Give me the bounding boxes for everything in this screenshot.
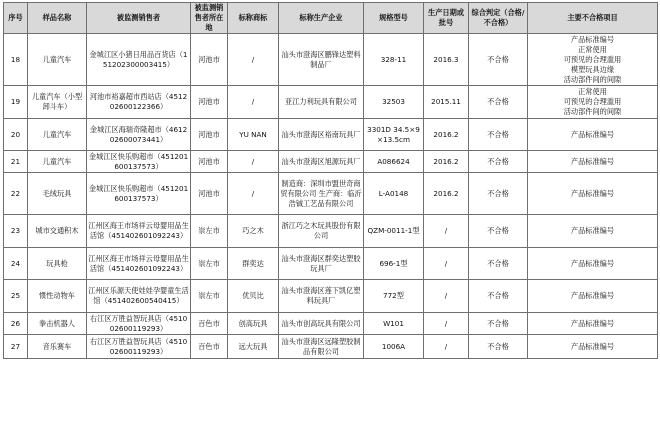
- cell-model: A086624: [364, 151, 424, 173]
- col-header-city: 被监测销售者所在地: [191, 3, 228, 34]
- cell-no: 26: [4, 313, 28, 335]
- cell-model: 772型: [364, 280, 424, 313]
- cell-failed-items: [528, 313, 658, 335]
- failed-item: 产品标准编号: [570, 318, 615, 328]
- cell-date: /: [424, 248, 469, 280]
- cell-date: /: [424, 335, 469, 359]
- cell-seller: 金城江区快乐购超市（451201600137573）: [87, 173, 191, 215]
- table-row: [4, 215, 658, 248]
- cell-verdict: 不合格: [469, 335, 528, 359]
- cell-model: 3301D 34.5×9×13.5cm: [364, 119, 424, 151]
- failed-item: 可预见的合理滥用: [563, 97, 622, 106]
- failed-item: 可预见的合理滥用: [563, 54, 622, 64]
- cell-no: 20: [4, 119, 28, 151]
- cell-verdict: 不合格: [469, 86, 528, 119]
- cell-failed-items: [528, 173, 658, 215]
- cell-seller: 江州区海王市场祥云母婴用品生活馆（451402601092243）: [87, 215, 191, 248]
- cell-seller: 江州区乐源天使娃娃孕婴童生活馆（451402600540415）: [87, 280, 191, 313]
- cell-brand: /: [228, 34, 279, 86]
- cell-model: 32503: [364, 86, 424, 119]
- cell-verdict: 不合格: [469, 280, 528, 313]
- cell-failed-items: [528, 335, 658, 359]
- cell-city: 河池市: [191, 34, 228, 86]
- col-header-maker: 标称生产企业: [279, 3, 364, 34]
- failed-item: 产品标准编号: [570, 341, 615, 351]
- failed-item: 正常使用: [578, 87, 607, 96]
- cell-verdict: 不合格: [469, 248, 528, 280]
- col-header-no: 序号: [4, 3, 28, 34]
- cell-name: 儿童汽车: [28, 34, 87, 86]
- cell-verdict: 不合格: [469, 173, 528, 215]
- cell-name: 玩具枪: [28, 248, 87, 280]
- cell-date: 2016.2: [424, 151, 469, 173]
- cell-date: 2016.3: [424, 34, 469, 86]
- cell-failed-items: [528, 119, 658, 151]
- cell-seller: 金城江区小猪日用品百货店（151202300003415）: [87, 34, 191, 86]
- table-row: [4, 151, 658, 173]
- cell-model: QZM-0011-1型: [364, 215, 424, 248]
- cell-city: 河池市: [191, 119, 228, 151]
- table-row: [4, 34, 658, 86]
- table-row: [4, 313, 658, 335]
- cell-maker: 汕头市澄海区裕南玩具厂: [279, 119, 364, 151]
- col-header-items: 主要不合格项目: [528, 3, 658, 34]
- cell-brand: 创高玩具: [228, 313, 279, 335]
- cell-maker: 汕头市澄海区鹏锋达塑料制品厂: [279, 34, 364, 86]
- cell-name: 城市交通积木: [28, 215, 87, 248]
- cell-date: 2016.2: [424, 173, 469, 215]
- cell-brand: /: [228, 151, 279, 173]
- cell-date: /: [424, 313, 469, 335]
- cell-name: 拳击机器人: [28, 313, 87, 335]
- cell-city: 百色市: [191, 313, 228, 335]
- col-header-seller: 被监测销售者: [87, 3, 191, 34]
- cell-no: 18: [4, 34, 28, 86]
- cell-model: 328-11: [364, 34, 424, 86]
- failed-item: 产品标准编号: [570, 258, 615, 268]
- cell-name: 音乐赛车: [28, 335, 87, 359]
- cell-city: 崇左市: [191, 280, 228, 313]
- cell-failed-items: [528, 34, 658, 86]
- failed-item: 产品标准编号: [570, 188, 615, 198]
- failed-item: 模塑玩具边缘: [570, 64, 615, 74]
- cell-maker: 汕头市澄海区莲下凯亿塑料玩具厂: [279, 280, 364, 313]
- table-row: [4, 119, 658, 151]
- cell-verdict: 不合格: [469, 151, 528, 173]
- cell-name: 儿童汽车: [28, 119, 87, 151]
- cell-maker: 汕头市澄海区旭源玩具厂: [279, 151, 364, 173]
- cell-failed-items: [528, 280, 658, 313]
- table-row: [4, 280, 658, 313]
- cell-name: 儿童汽车（小型卸斗车）: [28, 86, 87, 119]
- col-header-model: 规格型号: [364, 3, 424, 34]
- cell-seller: 右江区万胜益智玩具店（451002600119293）: [87, 313, 191, 335]
- cell-name: 惯性动物车: [28, 280, 87, 313]
- failed-item: 产品标准编号: [570, 129, 615, 139]
- cell-brand: /: [228, 173, 279, 215]
- cell-no: 23: [4, 215, 28, 248]
- header-row: [4, 3, 658, 34]
- cell-seller: 河池市裕嘉超市西站店（451202600122366）: [87, 86, 191, 119]
- cell-no: 21: [4, 151, 28, 173]
- cell-verdict: 不合格: [469, 119, 528, 151]
- cell-city: 河池市: [191, 151, 228, 173]
- cell-maker: 浙江巧之木玩具股份有限公司: [279, 215, 364, 248]
- cell-maker: 汕头市澄海区群奕达塑胶玩具厂: [279, 248, 364, 280]
- cell-brand: YU NAN: [228, 119, 279, 151]
- cell-seller: 金城江区快乐购超市（451201600137573）: [87, 151, 191, 173]
- cell-maker: 汕头市创高玩具有限公司: [279, 313, 364, 335]
- table-row: [4, 86, 658, 119]
- col-header-date: 生产日期或批号: [424, 3, 469, 34]
- cell-brand: 巧之木: [228, 215, 279, 248]
- cell-date: 2016.2: [424, 119, 469, 151]
- failed-item: 产品标准编号: [570, 156, 615, 166]
- cell-date: 2015.11: [424, 86, 469, 119]
- cell-no: 22: [4, 173, 28, 215]
- cell-brand: /: [228, 86, 279, 119]
- cell-brand: 远大玩具: [228, 335, 279, 359]
- cell-city: 崇左市: [191, 215, 228, 248]
- cell-maker: 汕头市澄海区远隆塑胶制品有限公司: [279, 335, 364, 359]
- cell-no: 27: [4, 335, 28, 359]
- failed-item: 活动部件间的间隙: [563, 107, 622, 116]
- cell-seller: 右江区万胜益智玩具店（451002600119293）: [87, 335, 191, 359]
- cell-no: 19: [4, 86, 28, 119]
- results-table: [3, 2, 658, 359]
- cell-brand: 群奕达: [228, 248, 279, 280]
- cell-failed-items: [528, 86, 658, 119]
- cell-city: 百色市: [191, 335, 228, 359]
- cell-model: 696-1型: [364, 248, 424, 280]
- cell-seller: 江州区海王市场祥云母婴用品生活馆（451402601092243）: [87, 248, 191, 280]
- cell-maker: 亚江力利玩具有限公司: [279, 86, 364, 119]
- cell-seller: 金城江区海瑞奇隆超市（461202600073441）: [87, 119, 191, 151]
- cell-verdict: 不合格: [469, 34, 528, 86]
- cell-verdict: 不合格: [469, 313, 528, 335]
- cell-no: 24: [4, 248, 28, 280]
- cell-date: /: [424, 215, 469, 248]
- cell-name: 毛绒玩具: [28, 173, 87, 215]
- cell-failed-items: [528, 151, 658, 173]
- failed-item: 产品标准编号: [570, 226, 615, 235]
- cell-model: 1006A: [364, 335, 424, 359]
- col-header-brand: 标称商标: [228, 3, 279, 34]
- cell-verdict: 不合格: [469, 215, 528, 248]
- cell-failed-items: [528, 215, 658, 248]
- failed-item: 产品标准编号: [570, 34, 615, 44]
- cell-brand: 优贝比: [228, 280, 279, 313]
- cell-city: 河池市: [191, 86, 228, 119]
- cell-city: 河池市: [191, 173, 228, 215]
- col-header-name: 样品名称: [28, 3, 87, 34]
- cell-city: 崇左市: [191, 248, 228, 280]
- cell-no: 25: [4, 280, 28, 313]
- table-row: [4, 335, 658, 359]
- table-row: [4, 173, 658, 215]
- cell-model: L-A0148: [364, 173, 424, 215]
- cell-failed-items: [528, 248, 658, 280]
- failed-item: 活动部件间的间隙: [563, 74, 622, 84]
- failed-item: 正常使用: [578, 44, 607, 54]
- table-row: [4, 248, 658, 280]
- cell-model: W101: [364, 313, 424, 335]
- cell-name: 儿童汽车: [28, 151, 87, 173]
- cell-maker: 制造商：深圳市盟世奇商贸有限公司 生产商：临沂浩铖工艺品有限公司: [279, 173, 364, 215]
- col-header-verdict: 综合判定（合格/不合格）: [469, 3, 528, 34]
- failed-item: 产品标准编号: [570, 291, 615, 300]
- cell-date: /: [424, 280, 469, 313]
